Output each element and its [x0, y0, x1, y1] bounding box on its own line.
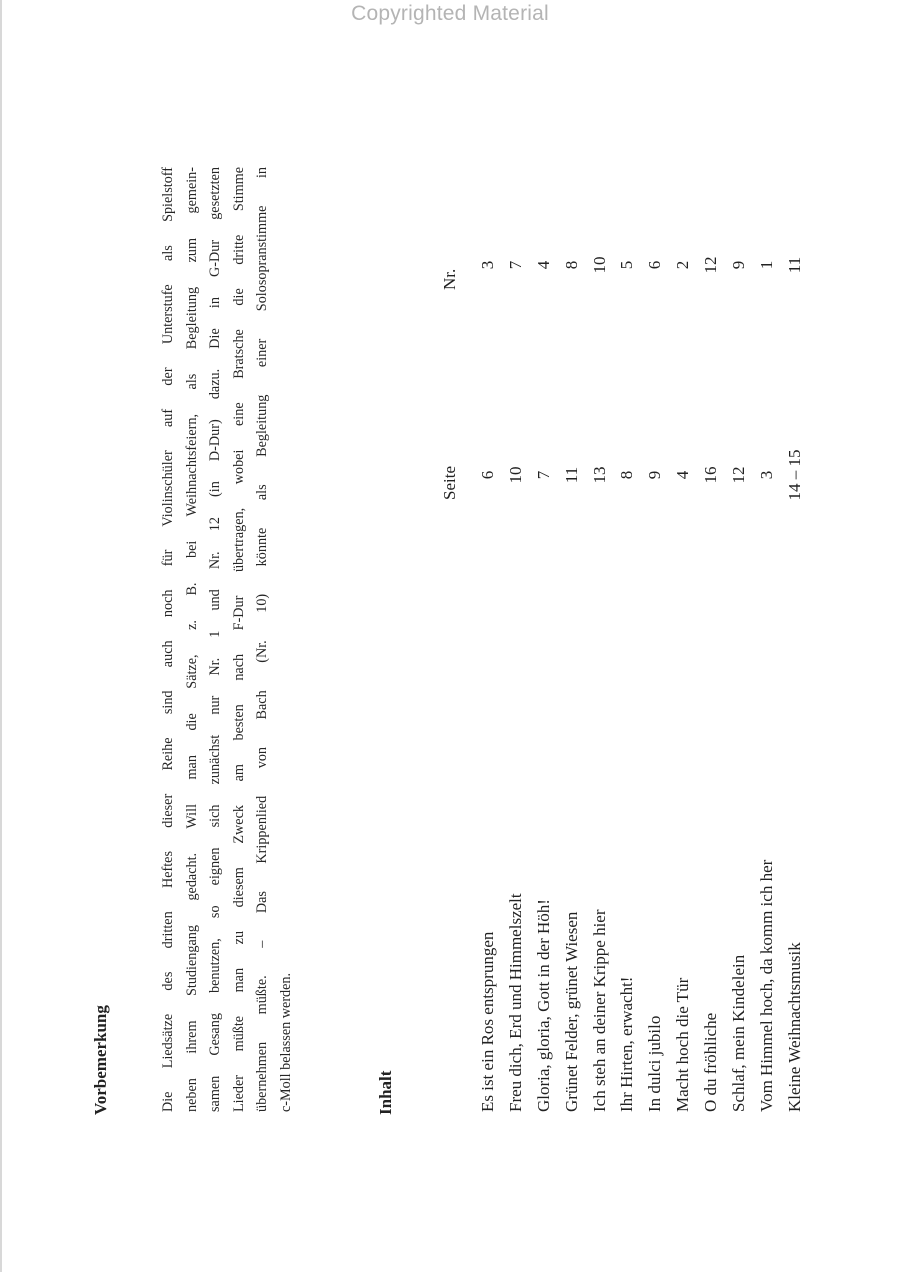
- toc-entry-seite: 8: [617, 470, 637, 480]
- toc-entry-seite: 16: [701, 466, 721, 484]
- toc-entry-title: Schlaf, mein Kindelein: [729, 954, 749, 1112]
- seite-column: [474, 430, 809, 520]
- toc-entry-title: Es ist ein Ros entsprungen: [478, 931, 497, 1112]
- toc-entry-nr: 1: [756, 260, 776, 270]
- toc-entry-seite: 9: [645, 470, 665, 480]
- toc-entry-title: Freu dich, Erd und Himmelszelt: [505, 893, 525, 1112]
- toc-entry-title: O du fröhliche: [701, 1012, 721, 1112]
- toc-entry-seite: 6: [478, 470, 497, 480]
- toc-entry-seite: 7: [533, 470, 553, 480]
- toc-entry-title: In dulci jubilo: [645, 1015, 665, 1112]
- toc-entry-title: Ihr Hirten, erwacht!: [617, 976, 637, 1112]
- toc-entry-nr: 4: [533, 260, 553, 270]
- toc-entry-nr: 10: [589, 256, 609, 274]
- toc-entry-seite: 3: [756, 470, 776, 480]
- toc-entry-nr: 3: [478, 260, 497, 270]
- toc-entry-seite: 13: [589, 466, 609, 484]
- paragraph-line: neben ihrem Studiengang gedacht. Will man die Sätze, z. B. bei Weihnachtsfeiern, als Begleitung zum gemein-: [183, 167, 200, 1112]
- toc-title-list: [474, 512, 809, 1112]
- toc-entry-title: Ich steh an deiner Krippe hier: [589, 909, 609, 1112]
- toc-entry-title: Kleine Weihnachtsmusik: [784, 942, 804, 1112]
- paragraph-line: Lieder müßte man zu diesem Zweck am besten nach F-Dur übertragen, wobei eine Bratsche die dritte Stimme: [230, 167, 247, 1112]
- toc-entry-seite: 12: [729, 466, 749, 484]
- nr-column: [474, 220, 809, 310]
- toc-entry-nr: 11: [784, 256, 804, 274]
- toc-entry-seite: 14 – 15: [784, 449, 804, 501]
- toc-entry-nr: 8: [561, 260, 581, 270]
- toc-entry-nr: 12: [701, 256, 721, 274]
- toc-entry-title: Gloria, gloria, Gott in der Höh!: [533, 899, 553, 1112]
- paragraph-line: Die Liedsätze des dritten Heftes dieser Reihe sind auch noch für Violinschüler auf der Unterstufe als Spielstoff: [160, 167, 176, 1112]
- paragraph-line: c-Moll belassen werden.: [277, 972, 294, 1112]
- vorbemerkung-paragraph: [157, 167, 299, 1112]
- toc-entry-seite: 4: [673, 470, 693, 480]
- seite-column-header: Seite: [440, 466, 459, 500]
- toc-entry-seite: 11: [561, 466, 581, 484]
- vorbemerkung-heading: Vorbemerkung: [91, 1005, 110, 1115]
- paragraph-line: samen Gesang benutzen, so eignen sich zunächst nur Nr. 1 und Nr. 12 (in D-Dur) dazu. Die in G-Dur gesetzten: [207, 167, 224, 1112]
- toc-entry-nr: 7: [505, 260, 525, 270]
- toc-entry-nr: 2: [673, 260, 693, 270]
- paragraph-line: übernehmen müßte. – Das Krippenlied von Bach (Nr. 10) könnte als Begleitung einer Solosopranstimme in: [254, 167, 271, 1112]
- toc-entry-nr: 9: [729, 260, 749, 270]
- toc-entry-title: Vom Himmel hoch, da komm ich her: [756, 859, 776, 1112]
- toc-entry-seite: 10: [505, 466, 525, 484]
- toc-entry-nr: 5: [617, 260, 637, 270]
- inhalt-heading: Inhalt: [376, 1070, 395, 1115]
- copyright-watermark: Copyrighted Material: [351, 2, 549, 25]
- nr-column-header: Nr.: [440, 268, 459, 290]
- toc-entry-nr: 6: [645, 260, 665, 270]
- toc-entry-title: Grünet Felder, grünet Wiesen: [561, 911, 581, 1112]
- toc-entry-title: Macht hoch die Tür: [673, 977, 693, 1112]
